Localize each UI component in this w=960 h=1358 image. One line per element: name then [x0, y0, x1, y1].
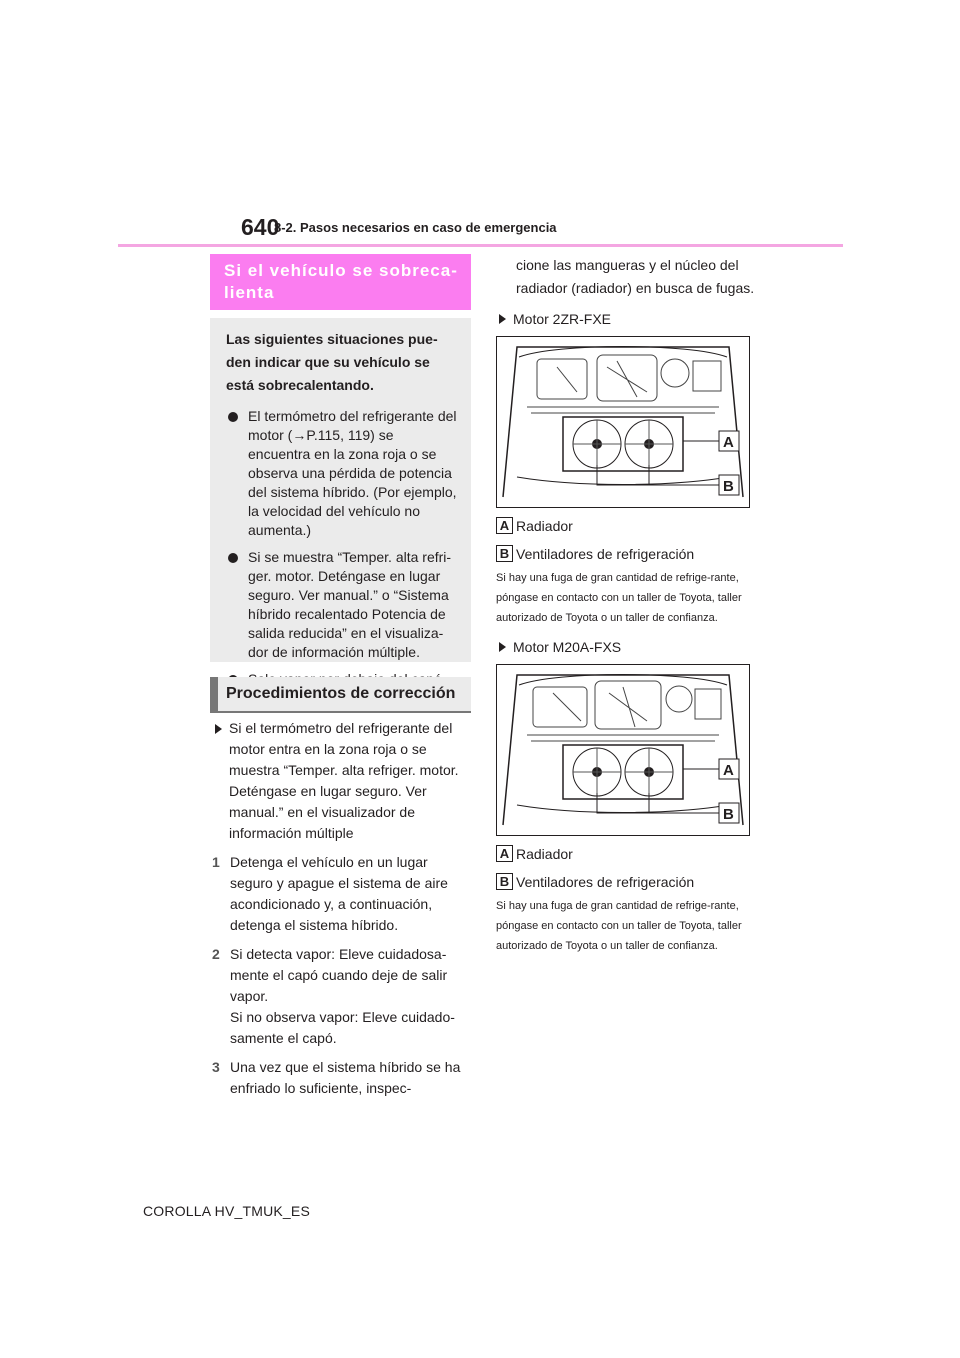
label-box-b: B [496, 873, 513, 890]
engine-bay-drawing [497, 337, 749, 507]
step-3: 3 Una vez que el sistema híbrido se ha enfriado lo suficiente, inspec- [212, 1059, 461, 1096]
list-item: El termómetro del refrigerante del motor (→P.115, 119) se encuentra en la zona roja o se observa una pérdida de potencia del sistema híbrido. (Por ejemplo, la velocidad del vehículo no aumenta.) [226, 407, 459, 540]
header-rule [118, 244, 843, 247]
svg-text:A: A [723, 762, 734, 779]
overheat-heading-line1: Si el vehículo se sobreca- [224, 261, 458, 280]
document-footer: COROLLA HV_TMUK_ES [143, 1203, 310, 1219]
step-2: 2 Si detecta vapor: Eleve cuidadosa-mente el capó cuando deje de salir vapor. Si no observa vapor: Eleve cuidado-samente el capó. [212, 946, 455, 1046]
page-number: 640 [241, 214, 280, 240]
step-1: 1 Detenga el vehículo en un lugar seguro y apague el sistema de aire acondicionado y, a continuación, detenga el sistema híbrido. [212, 854, 448, 933]
engine-2-illustration [496, 664, 750, 836]
overheat-symptoms-box [210, 318, 471, 662]
overheat-heading-line2: lienta [224, 283, 275, 302]
legend-b: B Ventiladores de refrigeración [496, 872, 756, 892]
legend-a: A Radiador [496, 844, 756, 864]
section-title: 8-2. Pasos necesarios en caso de emergencia [274, 220, 557, 235]
engine-2-note: Si hay una fuga de gran cantidad de refrige-rante, póngase en contacto con un taller de Toyota, taller autorizado de Toyota o un taller de confianza. [496, 900, 742, 952]
engine-2-label: Motor M20A-FXS [496, 636, 756, 658]
procedures-heading: Procedimientos de corrección [210, 677, 471, 711]
svg-text:B: B [723, 806, 734, 823]
legend-a: A Radiador [496, 516, 756, 536]
label-box-a: A [496, 845, 513, 862]
symptoms-list [226, 407, 459, 689]
bullet-icon [228, 412, 238, 422]
symptoms-intro: Las siguientes situaciones pue-den indicar que su vehículo se está sobrecalentando. [226, 331, 438, 393]
engine-1-label: Motor 2ZR-FXE [496, 308, 756, 330]
engine-1-note: Si hay una fuga de gran cantidad de refrige-rante, póngase en contacto con un taller de Toyota, taller autorizado de Toyota o un taller de confianza. [496, 572, 742, 624]
procedures-column [212, 718, 474, 1099]
step-3-continued: cione las mangueras y el núcleo del radiador (radiador) en busca de fugas. [516, 257, 755, 296]
label-box-b: B [496, 545, 513, 562]
svg-text:A: A [723, 434, 734, 451]
list-item: Si se muestra “Temper. alta refri-ger. motor. Deténgase en lugar seguro. Ver manual.” o “Sistema híbrido recalentado Potencia de salida reducida” en el visualiza-dor de información múltiple. [226, 548, 459, 662]
right-column [496, 254, 756, 956]
arrow-icon [499, 642, 506, 652]
overheat-heading [210, 254, 471, 310]
label-box-a: A [496, 517, 513, 534]
engine-1-illustration [496, 336, 750, 508]
legend-b: B Ventiladores de refrigeración [496, 544, 756, 564]
condition-item: Si el termómetro del refrigerante del motor entra en la zona roja o se muestra “Temper. alta refriger. motor. Deténgase en lugar seguro. Ver manual.” en el visualizador de información múltiple [212, 718, 474, 844]
procedures-underline [210, 711, 471, 713]
arrow-icon [499, 314, 506, 324]
engine-bay-drawing [497, 665, 749, 835]
bullet-icon [228, 553, 238, 563]
arrow-icon [215, 724, 222, 734]
svg-text:B: B [723, 478, 734, 495]
